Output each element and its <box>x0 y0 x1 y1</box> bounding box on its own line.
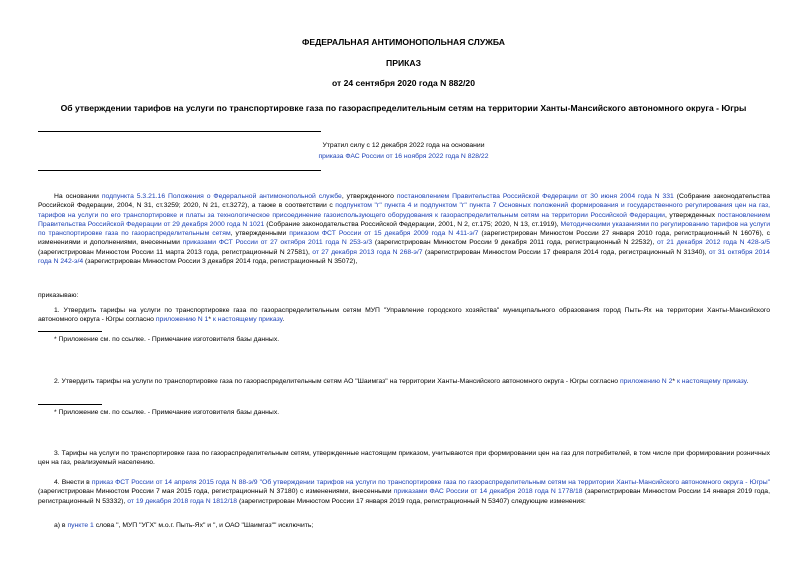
preamble-link[interactable]: Методическими указаниями по регулированию тарифов на услуги по транспортировке газа по газораспределительным сетям <box>38 220 770 238</box>
item-text: (зарегистрирован Минюстом России 14 января 2019 года, регистрационный N 53332), <box>38 488 770 505</box>
item-text: а) в <box>54 522 68 529</box>
preamble-text: (Собрание законодательства Российской Федерации, 2004, N 31, ст.3259; 2020, N 21, ст.3272), а также в соответствии с <box>38 193 770 210</box>
appendix-1-link[interactable]: приложению N 1 <box>155 316 209 324</box>
preamble-link[interactable]: подпунктом "г" пункта 4 и подпунктом "г" пункта 7 Основных положений формирования и государственного регулирования цен на газ, тарифов на услуги по его транспортировке и платы за технологическое присоединение газоиспользующего оборудования к газораспределительным сетям на территории Российской Федерации <box>38 202 770 219</box>
item-text: (зарегистрирован Минюстом России 7 мая 2015 года, регистрационный N 37180) с изменениями, внесенными <box>38 488 394 496</box>
footnote-divider <box>38 404 102 405</box>
preamble-text: (зарегистрирован Минюстом России 17 февраля 2014 года, регистрационный N 31340), <box>422 248 709 256</box>
item-text: слова ", МУП "УГХ" м.о.г. Пыть-Ях" и ", и ОАО "Шаимгаз"" исключить; <box>93 522 314 529</box>
item-text: . <box>282 316 285 324</box>
preamble-link[interactable]: приказом ФСТ России от 15 декабря 2009 года N 411-э/7 <box>289 230 479 238</box>
divider-bottom <box>38 170 321 171</box>
preamble-text: На основании <box>54 193 102 200</box>
preamble-link[interactable]: от 31 октября 2014 года N 242-э/4 <box>38 248 770 266</box>
item-text: 2. Утвердить тарифы на услуги по транспортировке газа по газораспределительным сетям АО "Шаимгаз" на территории Ханты-Мансийского автономного округа - Югры согласно <box>54 378 620 385</box>
preamble-text: , утвержденных <box>664 211 718 219</box>
appendix-2-link[interactable]: приложению N 2 <box>619 378 673 385</box>
doc-date-number: от 24 сентября 2020 года N 882/20 <box>331 78 475 88</box>
fas-order-link[interactable]: приказами ФАС России от 14 декабря 2018 года N 1778/18 <box>393 488 583 496</box>
status-line: Утратил силу с 12 декабря 2022 года на основании <box>322 142 485 149</box>
preamble-link[interactable]: от 27 декабря 2013 года N 268-э/7 <box>312 248 423 256</box>
this-order-link[interactable]: к настоящему приказу <box>212 316 283 324</box>
repeal-order-link[interactable]: приказа ФАС России от 16 ноября 2022 года N 828/22 <box>318 153 489 160</box>
preamble-link[interactable]: постановлением Правительства Российской Федерации от 29 декабря 2000 года N 1021 <box>38 211 770 228</box>
doc-title: Об утверждении тарифов на услуги по транспортировке газа по газораспределительным сетям на территории Ханты-Мансийского автономного округа - Югры <box>60 103 747 113</box>
preamble-text: (зарегистрирован Минюстом России 27 января 2010 года, регистрационный N 16076), с изменениями и дополнениями, внесенными <box>38 230 770 247</box>
divider-top <box>38 131 321 132</box>
preamble-link[interactable]: постановлением Правительства Российской Федерации от 30 июня 2004 года N 331 <box>396 193 674 200</box>
item-text: (зарегистрирован Минюстом России 17 января 2019 года, регистрационный N 53407) следующие изменения: <box>237 497 586 505</box>
status-link-row <box>0 152 807 161</box>
item-3: 3. Тарифы на услуги по транспортировке газа по газораспределительным сетям, утвержденные настоящим приказом, учитываются при формировании цен на газ для потребителей, в том числе при формировании розничных цен на газ, реализуемый населению. <box>38 450 770 467</box>
preamble-text: (зарегистрирован Минюстом России 3 декабря 2014 года, регистрационный N 35072), <box>83 258 358 266</box>
preamble-link[interactable]: подпункта 5.3.21.16 Положения о Федеральной антимонопольной службе <box>101 193 342 200</box>
fst-order-link[interactable]: приказ ФСТ России от 14 апреля 2015 года N 88-э/9 "Об утверждении тарифов на услуги по транспортировке газа по газораспределительным сетям на территории Ханты-Мансийского автономного округа - Югры" <box>91 479 770 486</box>
item-text: . <box>746 378 749 385</box>
preamble-text: , утвержденными <box>230 230 290 238</box>
item-2 <box>38 377 770 386</box>
item-1 <box>38 306 770 325</box>
footnote-1: * Приложение см. по ссылке. - Примечание изготовителя базы данных. <box>54 336 280 343</box>
preamble-text: (зарегистрирован Минюстом России 11 марта 2013 года, регистрационный N 27581), <box>38 248 313 256</box>
preamble-link[interactable]: от 21 декабря 2012 года N 428-э/5 <box>656 239 770 247</box>
item-text: 1. Утвердить тарифы на услуги по транспортировке газа по газораспределительным сетям МУП "Управление городского хозяйства" муниципального образования город Пыть-Ях на территории Ханты-Мансийского автономного округа - Югры согласно <box>38 307 770 324</box>
preamble-text: , утвержденного <box>341 193 397 200</box>
item-4 <box>38 478 770 506</box>
this-order-link[interactable]: к настоящему приказу <box>676 378 747 385</box>
fas-order-link[interactable]: от 19 декабря 2018 года N 1812/18 <box>127 497 238 505</box>
preamble-text: (Собрание законодательства Российской Федерации, 2001, N 2, ст.175; 2020, N 13, ст.1919), <box>264 220 561 228</box>
org-name: ФЕДЕРАЛЬНАЯ АНТИМОНОПОЛЬНАЯ СЛУЖБА <box>302 37 505 47</box>
item-4a <box>38 521 770 530</box>
item-text: 4. Внести в <box>54 479 92 486</box>
footnote-2: * Приложение см. по ссылке. - Примечание изготовителя базы данных. <box>54 409 280 416</box>
footnote-divider <box>38 331 102 332</box>
clause-1-link[interactable]: пункте 1 <box>67 522 94 529</box>
order-word: приказываю: <box>38 292 79 299</box>
preamble-link[interactable]: приказами ФСТ России от 27 октября 2011 года N 253-э/3 <box>182 239 373 247</box>
preamble-text: (зарегистрирован Минюстом России 9 декабря 2011 года, регистрационный N 22532), <box>372 239 657 247</box>
item-text: * <box>672 378 677 385</box>
item-text: * <box>208 316 213 324</box>
doc-type: ПРИКАЗ <box>386 58 421 68</box>
preamble-paragraph <box>38 192 770 266</box>
